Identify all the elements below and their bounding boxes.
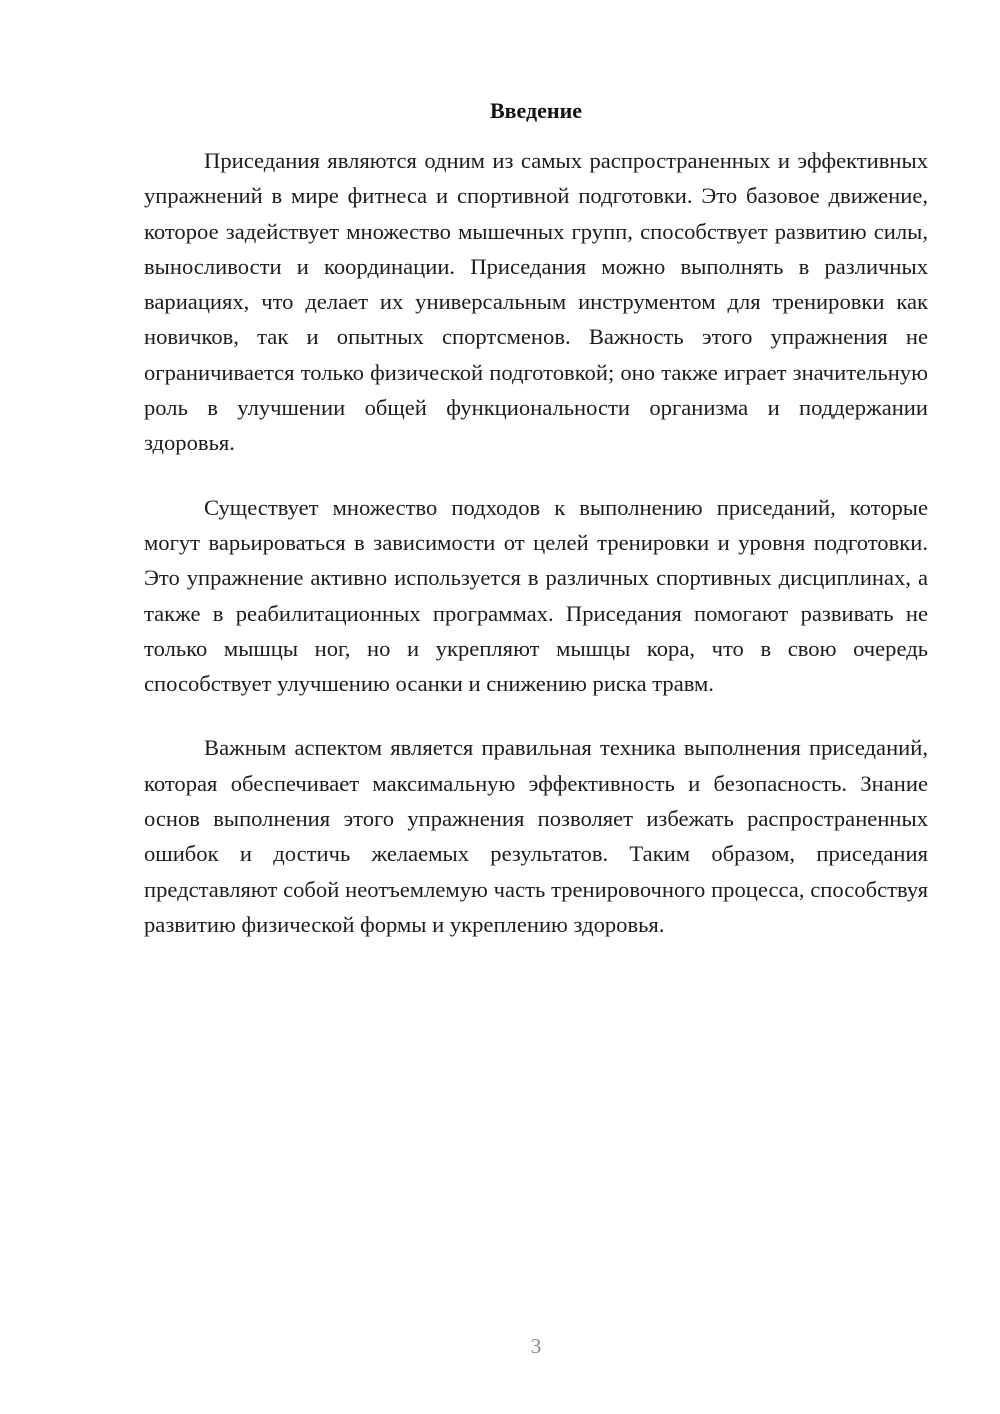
paragraph-1: Приседания являются одним из самых распространенных и эффективных упражнений в мире фитнеса и спортивной подготовки. Это базовое движение, которое задействует множество мышечных групп, способствует развитию силы, выносливости и координации. Приседания можно выполнять в различных вариациях, что делает их универсальным инструментом для тренировки как новичков, так и опытных спортсменов. Важность этого упражнения не ограничивается только физической подготовкой; оно также играет значительную роль в улучшении общей функциональности организма и поддержании здоровья.: [144, 148, 928, 456]
page-number: 3: [530, 1334, 542, 1358]
section-heading: Введение: [489, 98, 583, 123]
paragraph-3: Важным аспектом является правильная техника выполнения приседаний, которая обеспечивает максимальную эффективность и безопасность. Знание основ выполнения этого упражнения позволяет избежать распространенных ошибок и достичь желаемых результатов. Таким образом, приседания представляют собой неотъемлемую часть тренировочного процесса, способствуя развитию физической формы и укреплению здоровья.: [144, 735, 928, 937]
page-content: [144, 96, 928, 971]
paragraph-2: Существует множество подходов к выполнению приседаний, которые могут варьироваться в зависимости от целей тренировки и уровня подготовки. Это упражнение активно используется в различных спортивных дисциплинах, а также в реабилитационных программах. Приседания помогают развивать не только мышцы ног, но и укрепляют мышцы кора, что в свою очередь способствует улучшению осанки и снижению риска травм.: [144, 494, 928, 697]
